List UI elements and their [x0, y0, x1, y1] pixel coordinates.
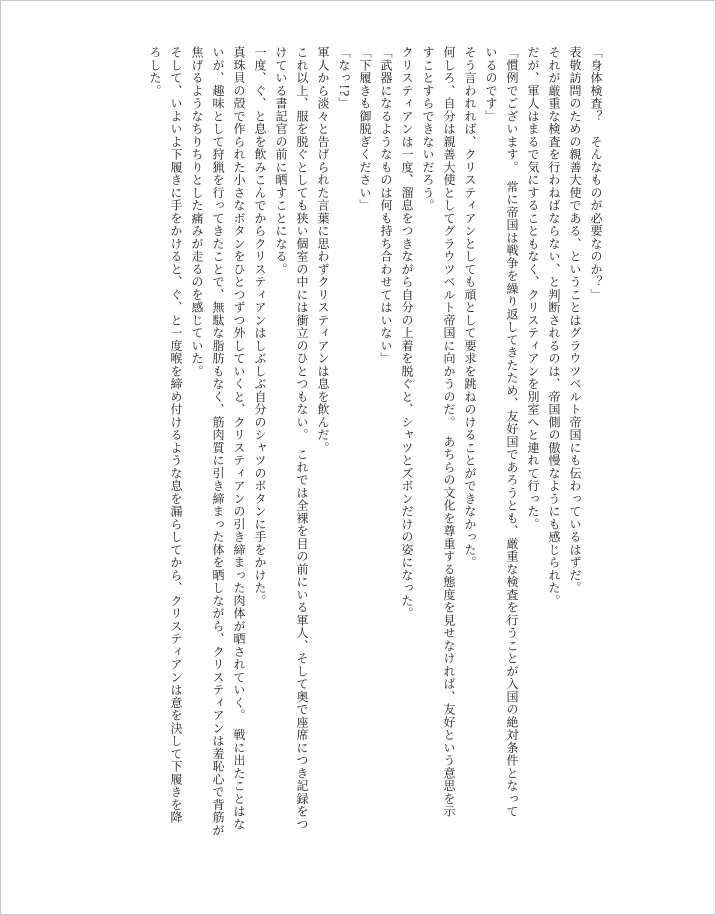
text-line: すことすらできないだろう。	[421, 46, 435, 212]
text-line: だが、軍人はまるで気にすることもなく、クリスティアンを別室へと連れて行った。	[526, 46, 540, 531]
text-line: いが、趣味として狩猟を行ってきたことで、無駄な脂肪もなく、筋肉質に引き締まった体を晒しながら、クリスティアンは羞恥心で背筋が	[211, 46, 225, 837]
text-line: 真珠貝の殻で作られた小さなボタンをひとつずつ外していくと、クリスティアンの引き締まった肉体が晒されていく。 戦に出たことはな	[232, 46, 246, 831]
text-line: けている書記官の前に晒すことになる。	[274, 46, 288, 276]
text-line: 「下履きも御脱ぎください」	[358, 46, 372, 212]
text-line: 「武器になるようなものは何も持ち合わせてはいない」	[379, 46, 393, 365]
text-line: それが厳重な検査を行わねばならない、と判断されるのは、帝国側の傲慢なようにも感じられた。	[547, 46, 561, 607]
text-line: ろした。	[148, 46, 162, 97]
text-line: 一度、ぐ、と息を飲みこんでからクリスティアンはしぶしぶ自分のシャツのボタンに手をかけた。	[253, 46, 267, 607]
text-line: 表敬訪問のための親善大使である、ということはグラウツベルト帝国にも伝わっているはずだ。	[568, 46, 582, 595]
text-line: 「慣例でございます。 常に帝国は戦争を繰り返してきたため、友好国であろうとも、厳重な検査を行うことが入国の絶対条件となって	[505, 46, 519, 818]
text-line: いるのです」	[484, 46, 498, 123]
text-line: クリスティアンは一度、溜息をつきながら自分の上着を脱ぐと、シャツとズボンだけの姿になった。	[400, 46, 414, 620]
vertical-text-body	[144, 46, 606, 871]
text-line: そう言われれば、クリスティアンとしても頑として要求を跳ねのけることができなかった。	[463, 46, 477, 569]
text-line: 軍人から淡々と告げられた言葉に思わずクリスティアンは息を飲んだ。	[316, 46, 330, 454]
text-line: これ以上、服を脱ぐとしても狭い個室の中には衝立のひとつもない。 これでは全裸を目の前にいる軍人、そして奥で座席につき記録をつ	[295, 46, 309, 831]
text-line: 「なっ!?」	[337, 46, 351, 110]
text-line: 「身体検査？ そんなものが必要なのか？」	[589, 46, 603, 301]
text-line: そして、いよいよ下履きに手をかけると、ぐ、と一度喉を締め付けるような息を漏らしてから、クリスティアンは意を決して下履きを降	[169, 46, 183, 824]
text-line: 焦げるようなちりちりとした痛みが走るのを感じていた。	[190, 46, 204, 378]
text-line: 何しろ、自分は親善大使としてグラウツベルト帝国に向かうのだ。 あちらの文化を尊重する態度を見せなければ、友好という意思を示	[442, 46, 456, 818]
